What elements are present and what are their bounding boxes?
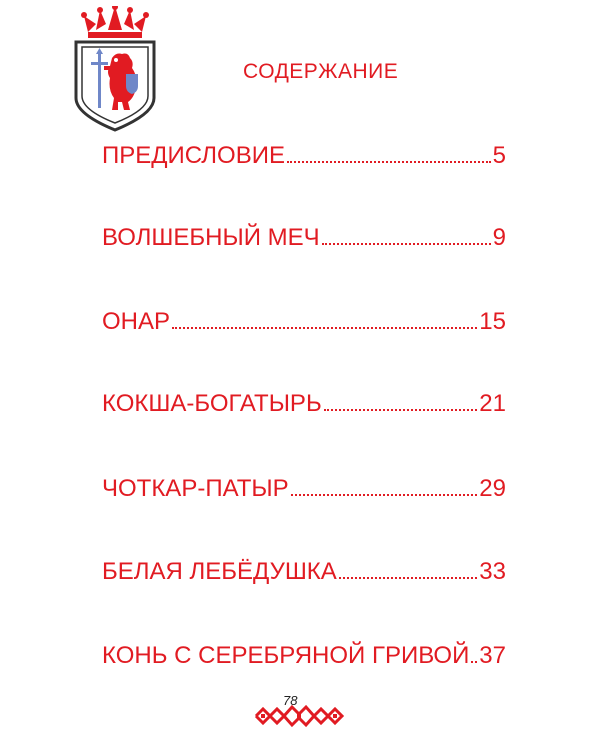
toc-entry-page: 33 <box>479 558 506 585</box>
contents-heading: СОДЕРЖАНИЕ <box>243 60 399 83</box>
toc-entry-page: 37 <box>479 642 506 669</box>
toc-leader-dots <box>339 577 478 579</box>
toc-entry-title: ЧОТКАР-ПАТЫР <box>102 475 289 502</box>
toc-leader-dots <box>471 661 477 663</box>
toc-leader-dots <box>324 409 478 411</box>
toc-entry-title: ВОЛШЕБНЫЙ МЕЧ <box>102 224 320 251</box>
toc-entry-page: 21 <box>479 390 506 417</box>
toc-leader-dots <box>172 327 477 329</box>
toc-entry-page: 15 <box>479 308 506 335</box>
toc-entry-title: КОНЬ С СЕРЕБРЯНОЙ ГРИВОЙ <box>102 642 470 669</box>
toc-entry[interactable] <box>102 296 506 336</box>
folk-ornament-icon <box>254 703 344 729</box>
toc-entry-title: КОКША-БОГАТЫРЬ <box>102 390 322 417</box>
toc-entry-page: 5 <box>492 142 506 169</box>
toc-entry-title: ПРЕДИСЛОВИЕ <box>102 142 285 169</box>
toc-entry[interactable] <box>102 463 506 503</box>
toc-entry[interactable] <box>102 630 506 670</box>
toc-entry-title: БЕЛАЯ ЛЕБЁДУШКА <box>102 558 337 585</box>
toc-entry-title: ОНАР <box>102 308 171 335</box>
toc-leader-dots <box>291 494 478 496</box>
coat-of-arms-icon <box>72 6 158 132</box>
toc-leader-dots <box>287 161 491 163</box>
toc-entry-page: 9 <box>492 224 506 251</box>
toc-entry[interactable] <box>102 130 506 170</box>
page-number: 78 <box>283 693 298 708</box>
toc-leader-dots <box>322 243 491 245</box>
toc-entry-page: 29 <box>479 475 506 502</box>
toc-entry[interactable] <box>102 546 506 586</box>
toc-entry[interactable] <box>102 378 506 418</box>
toc-entry[interactable] <box>102 212 506 252</box>
